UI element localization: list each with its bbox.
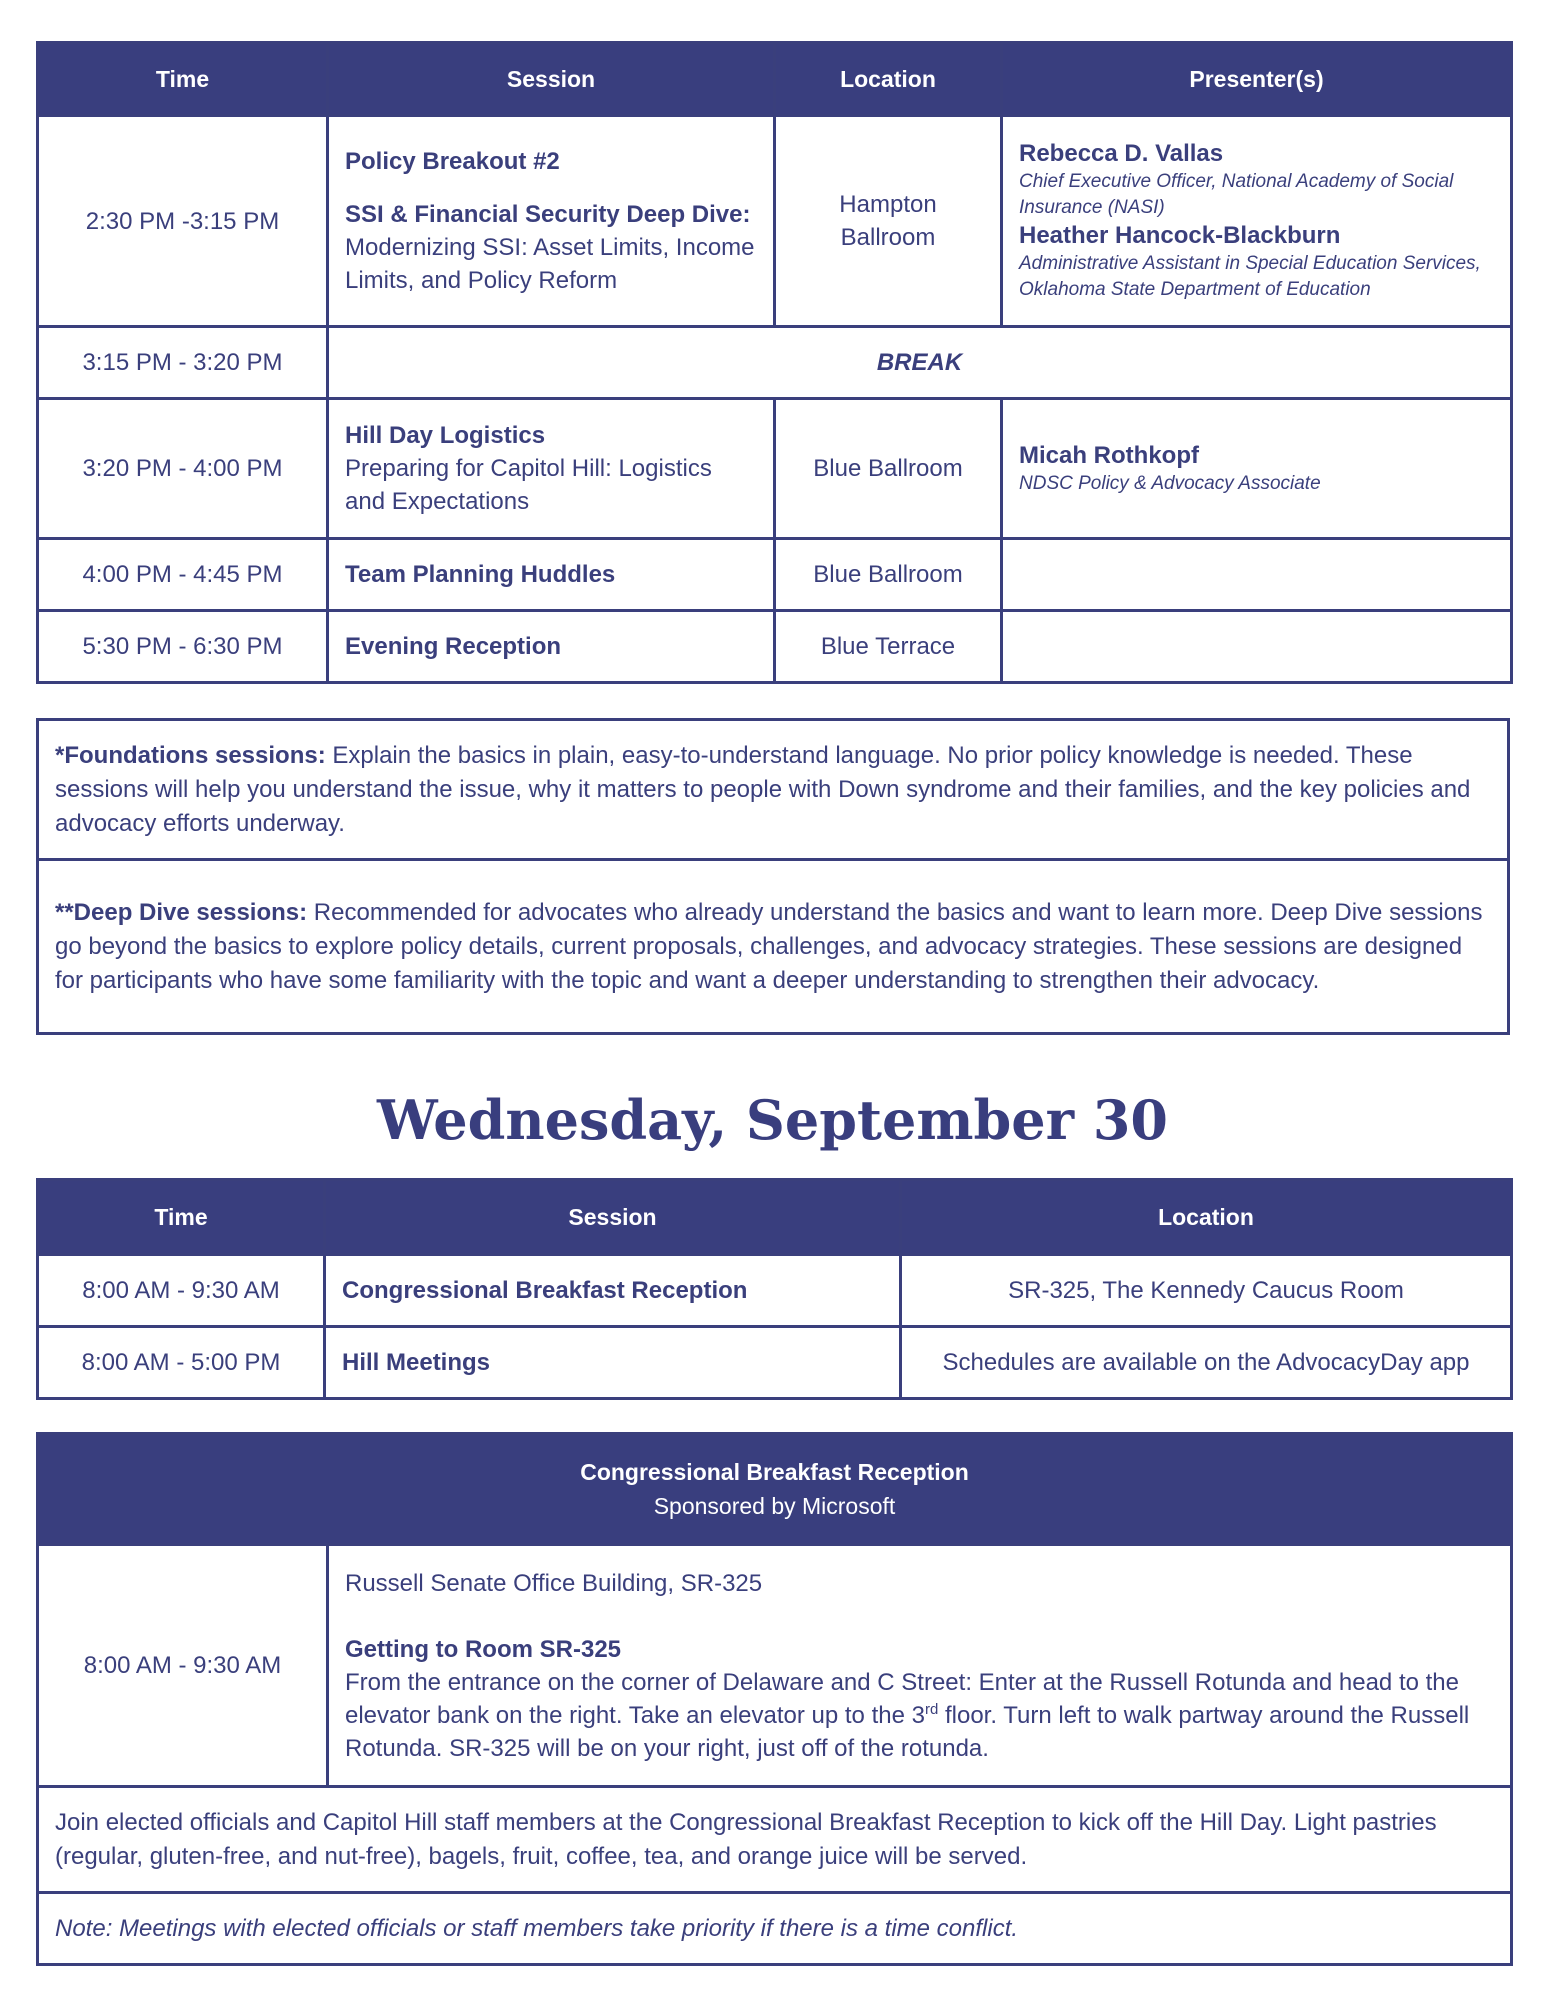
break-label: BREAK — [328, 327, 1512, 399]
directions-title: Getting to Room SR-325 — [345, 1635, 622, 1663]
presenter-name: Micah Rothkopf — [1019, 441, 1199, 469]
row-session: Team Planning Huddles — [328, 539, 775, 611]
reception-title: Congressional Breakfast Reception — [580, 1459, 969, 1485]
notes-row — [38, 860, 1509, 1034]
header-presenters: Presenter(s) — [1002, 43, 1512, 116]
reception-building: Russell Senate Office Building, SR-325 — [345, 1569, 763, 1597]
notes-row — [38, 720, 1509, 860]
table-header-row — [38, 1180, 1512, 1255]
table-row — [38, 399, 1512, 539]
session-title: Hill Day Logistics — [345, 422, 546, 449]
reception-description: Join elected officials and Capitol Hill staff members at the Congressional Breakfast Reception to kick off the Hill Day. Light pastries (regular, gluten-free, and nut-free), bagels, fruit, coffee, tea, and orange juice will be served. — [38, 1787, 1512, 1893]
reception-details — [36, 1432, 1513, 1966]
table-row — [38, 539, 1512, 611]
breakout-label: Policy Breakout #2 — [345, 148, 560, 175]
session-title: SSI & Financial Security Deep Dive: — [345, 201, 751, 228]
table-row — [38, 611, 1512, 683]
row-time: 3:15 PM - 3:20 PM — [38, 327, 328, 399]
table-row — [38, 1893, 1512, 1965]
header-session: Session — [328, 43, 775, 116]
header-session: Session — [325, 1180, 901, 1255]
row-time: 5:30 PM - 6:30 PM — [38, 611, 328, 683]
row-location: SR-325, The Kennedy Caucus Room — [901, 1255, 1512, 1327]
table-row — [38, 116, 1512, 327]
table-header-row — [38, 43, 1512, 116]
deepdive-label: **Deep Dive sessions: — [55, 898, 308, 926]
directions-superscript: rd — [924, 1700, 939, 1718]
row-location: Blue Ballroom — [775, 539, 1002, 611]
presenter-role: Administrative Assistant in Special Education Services, Oklahoma State Department of Education — [1019, 253, 1481, 300]
row-session: Evening Reception — [328, 611, 775, 683]
row-location: Schedules are available on the AdvocacyDay app — [901, 1327, 1512, 1399]
header-time: Time — [38, 43, 328, 116]
row-time: 3:20 PM - 4:00 PM — [38, 399, 328, 539]
table-row — [38, 1327, 1512, 1399]
row-session: Hill Meetings — [325, 1327, 901, 1399]
table-row — [38, 1787, 1512, 1893]
row-location: Hampton Ballroom — [775, 116, 1002, 327]
row-presenters — [1002, 611, 1512, 683]
row-presenters — [1002, 116, 1512, 327]
reception-sponsor: Sponsored by Microsoft — [653, 1493, 896, 1519]
foundations-text: Explain the basics in plain, easy-to-understand language. No prior policy knowledge is needed. These sessions will help you understand the issue, why it matters to people with Down syndrome and their families, and the key policies and advocacy efforts underway. — [55, 741, 1471, 837]
schedule-table-afternoon — [36, 41, 1513, 684]
row-time: 8:00 AM - 5:00 PM — [38, 1327, 325, 1399]
directions-part2: floor. Turn left to walk partway around the Russell Rotunda. SR-325 will be on your right, just off of the rotunda. — [345, 1701, 1470, 1762]
row-session — [328, 399, 775, 539]
row-presenters — [1002, 539, 1512, 611]
presenter-name: Heather Hancock-Blackburn — [1019, 222, 1341, 249]
presenter-name: Rebecca D. Vallas — [1019, 140, 1224, 167]
row-time: 8:00 AM - 9:30 AM — [38, 1255, 325, 1327]
row-session — [328, 116, 775, 327]
row-time: 4:00 PM - 4:45 PM — [38, 539, 328, 611]
header-location: Location — [775, 43, 1002, 116]
row-location: Blue Ballroom — [775, 399, 1002, 539]
table-row — [38, 1255, 1512, 1327]
reception-header — [38, 1434, 1512, 1545]
header-time: Time — [38, 1180, 325, 1255]
foundations-label: *Foundations sessions: — [55, 741, 326, 769]
table-row — [38, 1545, 1512, 1787]
row-session: Congressional Breakfast Reception — [325, 1255, 901, 1327]
presenter-role: Chief Executive Officer, National Academy of Social Insurance (NASI) — [1019, 171, 1454, 218]
deepdive-text: Recommended for advocates who already understand the basics and want to learn more. Deep Dive sessions go beyond the basics to explore policy details, current proposals, challenges, and advocacy strategies. These sessions are designed for participants who have some familiarity with the topic and want a deeper understanding to strengthen their advocacy. — [55, 898, 1483, 994]
row-time: 2:30 PM -3:15 PM — [38, 116, 328, 327]
deepdive-note — [38, 860, 1509, 1034]
row-presenters — [1002, 399, 1512, 539]
reception-header-row — [38, 1434, 1512, 1545]
spacer — [345, 178, 757, 198]
reception-time: 8:00 AM - 9:30 AM — [38, 1545, 328, 1787]
directions-part1: From the entrance on the corner of Delaware and C Street: Enter at the Russell Rotunda and head to the elevator bank on the right. Take an elevator up to the 3 — [345, 1668, 1459, 1729]
header-location: Location — [901, 1180, 1512, 1255]
session-description: Modernizing SSI: Asset Limits, Income Limits, and Policy Reform — [345, 234, 755, 294]
spacer — [345, 1600, 1494, 1633]
row-location: Blue Terrace — [775, 611, 1002, 683]
session-notes — [36, 718, 1510, 1035]
day-title: Wednesday, September 30 — [377, 1088, 1168, 1152]
schedule-table-wednesday — [36, 1178, 1513, 1400]
directions-text — [345, 1666, 1494, 1765]
foundations-note — [38, 720, 1509, 860]
session-description: Preparing for Capitol Hill: Logistics and Expectations — [345, 455, 712, 515]
presenter-role: NDSC Policy & Advocacy Associate — [1019, 472, 1321, 494]
reception-location-details — [328, 1545, 1512, 1787]
reception-note: Note: Meetings with elected officials or staff members take priority if there is a time conflict. — [38, 1893, 1512, 1965]
table-row — [38, 327, 1512, 399]
